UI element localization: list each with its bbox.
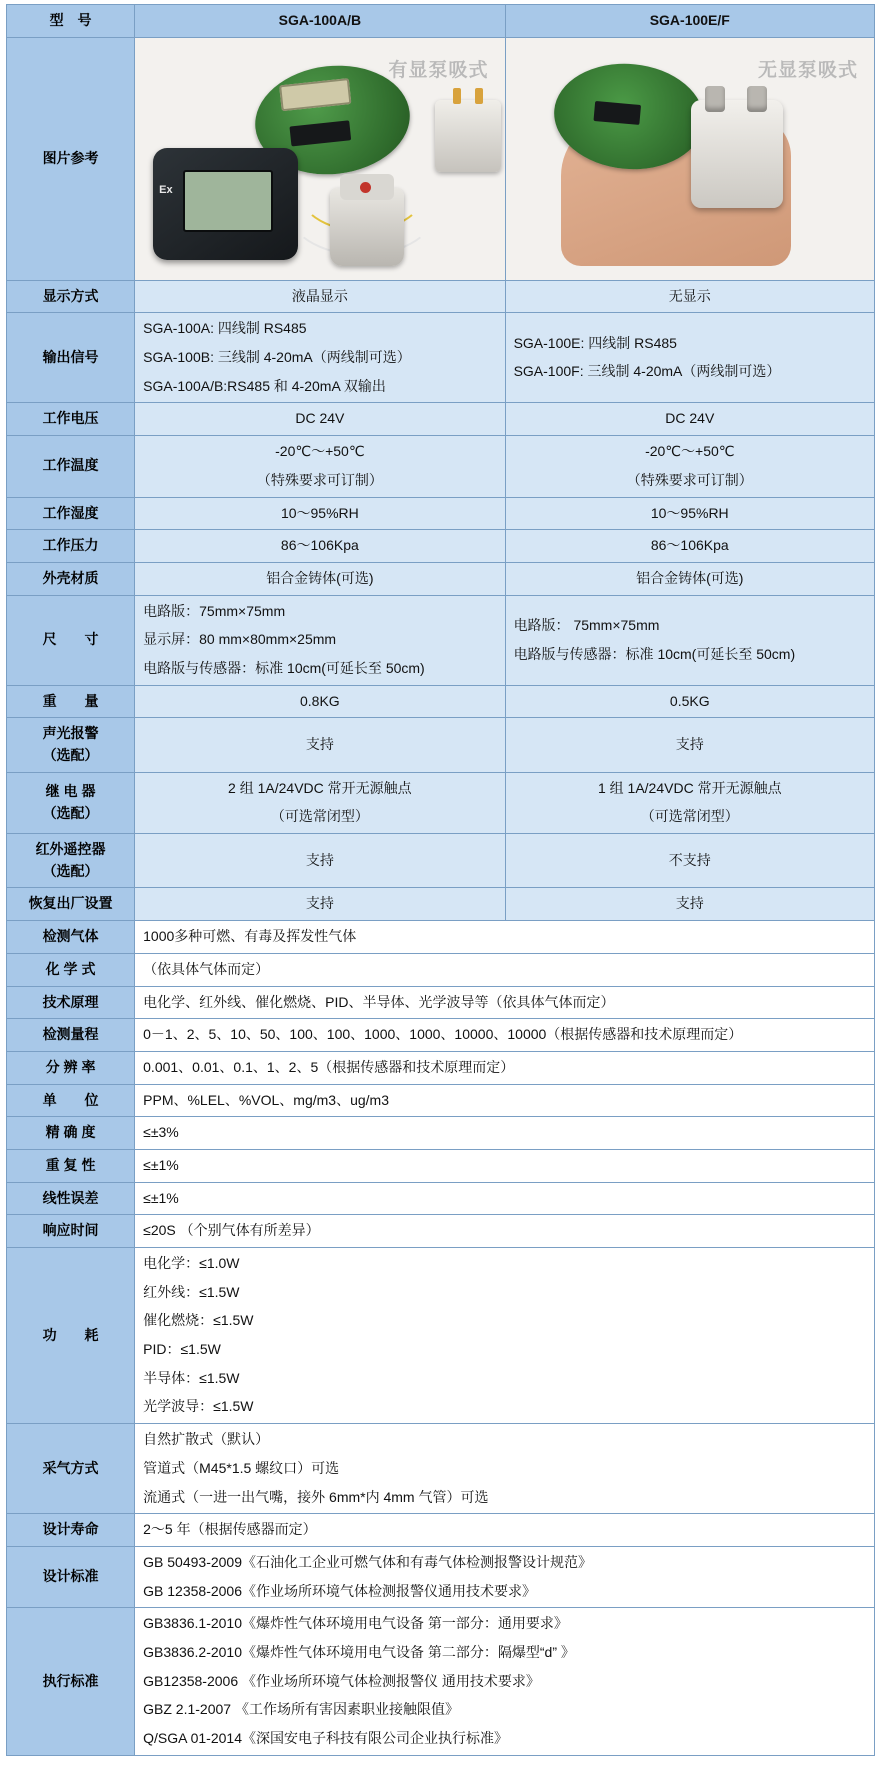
row-label-model: 型 号 [7, 5, 135, 38]
table-row [7, 685, 875, 718]
table-row [7, 313, 875, 403]
row-value-a: 支持 [135, 718, 505, 772]
row-value-b: 支持 [505, 888, 874, 921]
specification-table [6, 4, 875, 1756]
row-value: GB3836.1-2010《爆炸性气体环境用电气设备 第一部分：通用要求》 GB3836.2-2010《爆炸性气体环境用电气设备 第二部分：隔爆型“d” 》 GB12358-2006 《作业场所环境气体检测报警仪 通用技术要求》 GBZ 2.1-2007 《工作场所有害因素职业接触限值》 Q/SGA 01-2014《深国安电子科技有限公司企业执行标准》 [135, 1608, 875, 1755]
sensor-white [330, 188, 404, 266]
row-value-b: 0.5KG [505, 685, 874, 718]
photo-tag-a: 有显泵吸式 [388, 59, 489, 81]
row-value-a: 电路版：75mm×75mm 显示屏：80 mm×80mm×25mm 电路版与传感器：标准 10cm(可延长至 50cm) [135, 595, 505, 685]
table-row [7, 280, 875, 313]
row-value-a: 0.8KG [135, 685, 505, 718]
photo-cell-b [505, 37, 874, 280]
row-value-b: 1 组 1A/24VDC 常开无源触点 （可选常闭型） [505, 772, 874, 833]
row-value: 1000多种可燃、有毒及挥发性气体 [135, 921, 875, 954]
table-row [7, 1424, 875, 1514]
table-row [7, 1248, 875, 1424]
row-value-a: 2 组 1A/24VDC 常开无源触点 （可选常闭型） [135, 772, 505, 833]
table-row [7, 595, 875, 685]
table-row [7, 953, 875, 986]
row-label: 重 量 [7, 685, 135, 718]
photo-cell-a [135, 37, 505, 280]
row-value-b: -20℃～+50℃ （特殊要求可订制） [505, 436, 874, 497]
row-value-b: 无显示 [505, 280, 874, 313]
row-value-a: 支持 [135, 888, 505, 921]
row-value-a: 液晶显示 [135, 280, 505, 313]
row-label: 响应时间 [7, 1215, 135, 1248]
row-label: 化 学 式 [7, 953, 135, 986]
table-row [7, 718, 875, 772]
row-value-a: 10～95%RH [135, 497, 505, 530]
column-header-b: SGA-100E/F [505, 5, 874, 38]
gas-port [705, 86, 725, 112]
photo-tag-b: 无显泵吸式 [757, 59, 858, 81]
row-value: 2～5 年（根据传感器而定） [135, 1514, 875, 1547]
row-value-a: 86～106Kpa [135, 530, 505, 563]
row-label: 功 耗 [7, 1248, 135, 1424]
table-row [7, 986, 875, 1019]
lcd-screen [183, 170, 273, 232]
row-label: 检测量程 [7, 1019, 135, 1052]
row-value: ≤±1% [135, 1182, 875, 1215]
row-value-b: 10～95%RH [505, 497, 874, 530]
table-row [7, 1546, 875, 1607]
row-value-b: 支持 [505, 718, 874, 772]
column-header-a: SGA-100A/B [135, 5, 505, 38]
row-label: 红外遥控器 （选配） [7, 834, 135, 888]
table-row [7, 1051, 875, 1084]
row-value: ≤±1% [135, 1149, 875, 1182]
row-label: 执行标准 [7, 1608, 135, 1755]
table-row [7, 1117, 875, 1150]
row-value-a: 支持 [135, 834, 505, 888]
row-label: 单 位 [7, 1084, 135, 1117]
row-label: 工作湿度 [7, 497, 135, 530]
row-label: 工作电压 [7, 403, 135, 436]
row-label: 尺 寸 [7, 595, 135, 685]
row-value: 0－1、2、5、10、50、100、100、1000、1000、10000、10000（根据传感器和技术原理而定） [135, 1019, 875, 1052]
table-row [7, 1608, 875, 1755]
table-row [7, 921, 875, 954]
row-value-a: 铝合金铸体(可选) [135, 562, 505, 595]
row-label: 输出信号 [7, 313, 135, 403]
row-label: 技术原理 [7, 986, 135, 1019]
row-value: （依具体气体而定） [135, 953, 875, 986]
table-row [7, 1514, 875, 1547]
ex-mark: Ex [159, 183, 173, 196]
row-value: GB 50493-2009《石油化工企业可燃气体和有毒气体检测报警设计规范》 GB 12358-2006《作业场所环境气体检测报警仪通用技术要求》 [135, 1546, 875, 1607]
row-value-a: -20℃～+50℃ （特殊要求可订制） [135, 436, 505, 497]
row-value-b: DC 24V [505, 403, 874, 436]
row-label: 显示方式 [7, 280, 135, 313]
row-value: 0.001、0.01、0.1、1、2、5（根据传感器和技术原理而定） [135, 1051, 875, 1084]
row-value-a: SGA-100A: 四线制 RS485 SGA-100B: 三线制 4-20mA（两线制可选） SGA-100A/B:RS485 和 4-20mA 双输出 [135, 313, 505, 403]
row-label: 设计寿命 [7, 1514, 135, 1547]
table-row [7, 1019, 875, 1052]
row-value: PPM、%LEL、%VOL、mg/m3、ug/m3 [135, 1084, 875, 1117]
row-label: 采气方式 [7, 1424, 135, 1514]
sensor-indicator [360, 182, 371, 193]
row-label-photo: 图片参考 [7, 37, 135, 280]
row-label: 恢复出厂设置 [7, 888, 135, 921]
sensor-pin [453, 88, 461, 104]
row-value: ≤20S （个别气体有所差异） [135, 1215, 875, 1248]
row-value: 电化学、红外线、催化燃烧、PID、半导体、光学波导等（依具体气体而定） [135, 986, 875, 1019]
table-row [7, 1149, 875, 1182]
sensor-pump [691, 100, 783, 208]
table-row [7, 530, 875, 563]
table-row [7, 834, 875, 888]
table-row [7, 562, 875, 595]
table-row [7, 1084, 875, 1117]
row-label: 外壳材质 [7, 562, 135, 595]
row-label: 检测气体 [7, 921, 135, 954]
row-value: ≤±3% [135, 1117, 875, 1150]
table-row-header [7, 5, 875, 38]
sensor-pin [475, 88, 483, 104]
table-row [7, 497, 875, 530]
table-row [7, 888, 875, 921]
row-label: 重 复 性 [7, 1149, 135, 1182]
row-value: 电化学：≤1.0W 红外线：≤1.5W 催化燃烧：≤1.5W PID：≤1.5W 半导体：≤1.5W 光学波导：≤1.5W [135, 1248, 875, 1424]
row-value-a: DC 24V [135, 403, 505, 436]
row-value-b: 铝合金铸体(可选) [505, 562, 874, 595]
row-label: 设计标准 [7, 1546, 135, 1607]
row-label: 声光报警 （选配） [7, 718, 135, 772]
display-meter [153, 148, 298, 260]
row-value-b: 电路版： 75mm×75mm 电路版与传感器：标准 10cm(可延长至 50cm) [505, 595, 874, 685]
row-value-b: 不支持 [505, 834, 874, 888]
table-row-photos [7, 37, 875, 280]
row-label: 工作压力 [7, 530, 135, 563]
row-label: 工作温度 [7, 436, 135, 497]
row-label: 分 辨 率 [7, 1051, 135, 1084]
row-label: 线性误差 [7, 1182, 135, 1215]
sensor-gold [435, 100, 501, 172]
table-row [7, 1215, 875, 1248]
table-row [7, 436, 875, 497]
row-value-b: 86～106Kpa [505, 530, 874, 563]
row-value: 自然扩散式（默认） 管道式（M45*1.5 螺纹口）可选 流通式（一进一出气嘴，接外 6mm*内 4mm 气管）可选 [135, 1424, 875, 1514]
gas-port [747, 86, 767, 112]
row-label: 精 确 度 [7, 1117, 135, 1150]
row-label: 继 电 器 （选配） [7, 772, 135, 833]
table-row [7, 772, 875, 833]
table-row [7, 1182, 875, 1215]
table-row [7, 403, 875, 436]
row-value-b: SGA-100E: 四线制 RS485 SGA-100F: 三线制 4-20mA（两线制可选） [505, 313, 874, 403]
